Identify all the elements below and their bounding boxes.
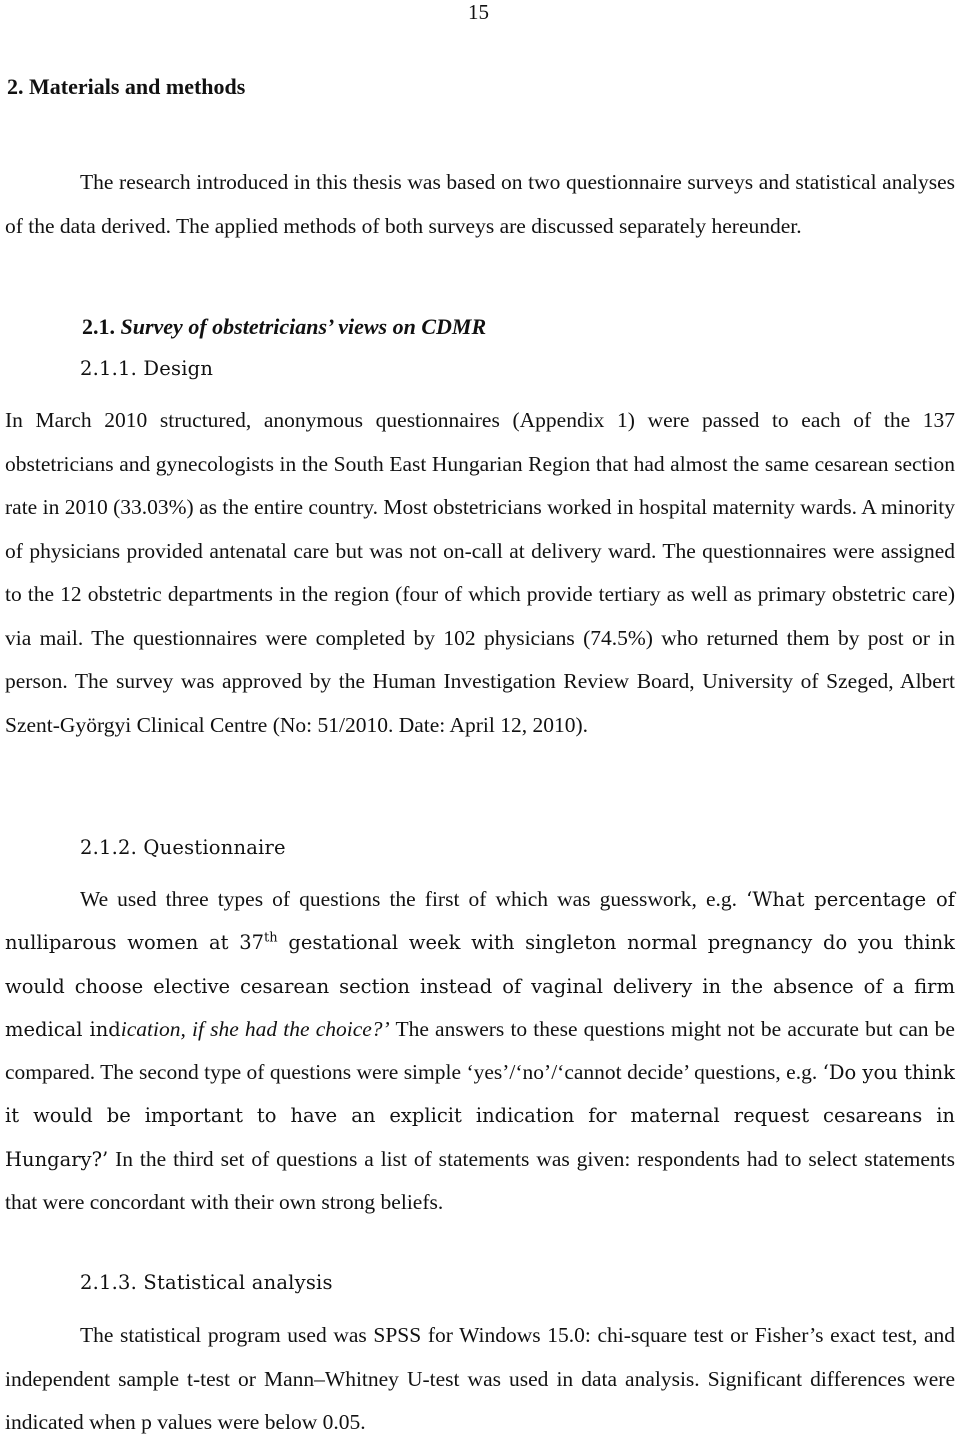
questionnaire-paragraph-block	[5, 878, 955, 1224]
section-heading-materials-methods: 2. Materials and methods	[7, 74, 246, 99]
design-heading: 2.1.1. Design	[80, 357, 214, 380]
superscript-th: th	[264, 930, 278, 946]
subsection-2-1-title: Survey of obstetricians’ views on CDMR	[120, 314, 487, 339]
intro-paragraph: The research introduced in this thesis was based on two questionnaire surveys and statistical analyses of the data derived. The applied methods of both surveys are discussed separately hereunder.	[5, 170, 955, 238]
intro-paragraph-block	[5, 161, 955, 248]
question-example-1-italic: ication, if she had the choice?’	[120, 1016, 390, 1041]
questionnaire-heading: 2.1.2. Questionnaire	[80, 836, 286, 859]
questionnaire-text-1: We used three types of questions the first of which was guesswork, e.g.	[80, 887, 738, 911]
question-example-1-part-a: ‘What percentage of nulliparous women at 37	[5, 888, 956, 955]
subsection-2-1-number: 2.1.	[82, 314, 115, 339]
questionnaire-text-3: In the third set of questions a list of statements was given: respondents had to select statements that were concordant with their own strong beliefs.	[5, 1146, 955, 1215]
design-paragraph: In March 2010 structured, anonymous questionnaires (Appendix 1) were passed to each of the 137 obstetricians and gynecologists in the South East Hungarian Region that had almost the same cesarean section rate in 2010 (33.03%) as the entire country. Most obstetricians worked in hospital maternity wards. A minority of physicians provided antenatal care but was not on-call at delivery ward. The questionnaires were assigned to the 12 obstetric departments in the region (four of which provide tertiary as well as primary obstetric care) via mail. The questionnaires were completed by 102 physicians (74.5%) who returned them by post or in person. The survey was approved by the Human Investigation Review Board, University of Szeged, Albert Szent-Györgyi Clinical Centre (No: 51/2010. Date: April 12, 2010).	[5, 408, 955, 737]
page-number: 15	[468, 0, 489, 24]
subsection-2-1-heading	[82, 314, 486, 340]
statistics-paragraph-block	[5, 1314, 955, 1445]
design-paragraph-block	[5, 399, 955, 747]
question-example-2: ‘Do you think it would be important to have an explicit indication for maternal request cesareans in Hungary?’	[5, 1061, 955, 1171]
questionnaire-paragraph	[5, 878, 955, 1224]
question-example-1-part-b: gestational week with singleton normal pregnancy do you think would choose elective cesarean section instead of vaginal delivery in the absence of a firm medical ind	[5, 931, 955, 1041]
statistical-analysis-heading: 2.1.3. Statistical analysis	[80, 1271, 333, 1294]
statistics-paragraph: The statistical program used was SPSS for Windows 15.0: chi-square test or Fisher’s exact test, and independent sample t-test or Mann–Whitney U-test was used in data analysis. Significant differences were indicated when p values were below 0.05.	[5, 1323, 955, 1434]
questionnaire-text-2: The answers to these questions might not be accurate but can be compared. The second type of questions were simple ‘yes’/‘no’/‘cannot decide’ questions, e.g.	[5, 1016, 955, 1085]
